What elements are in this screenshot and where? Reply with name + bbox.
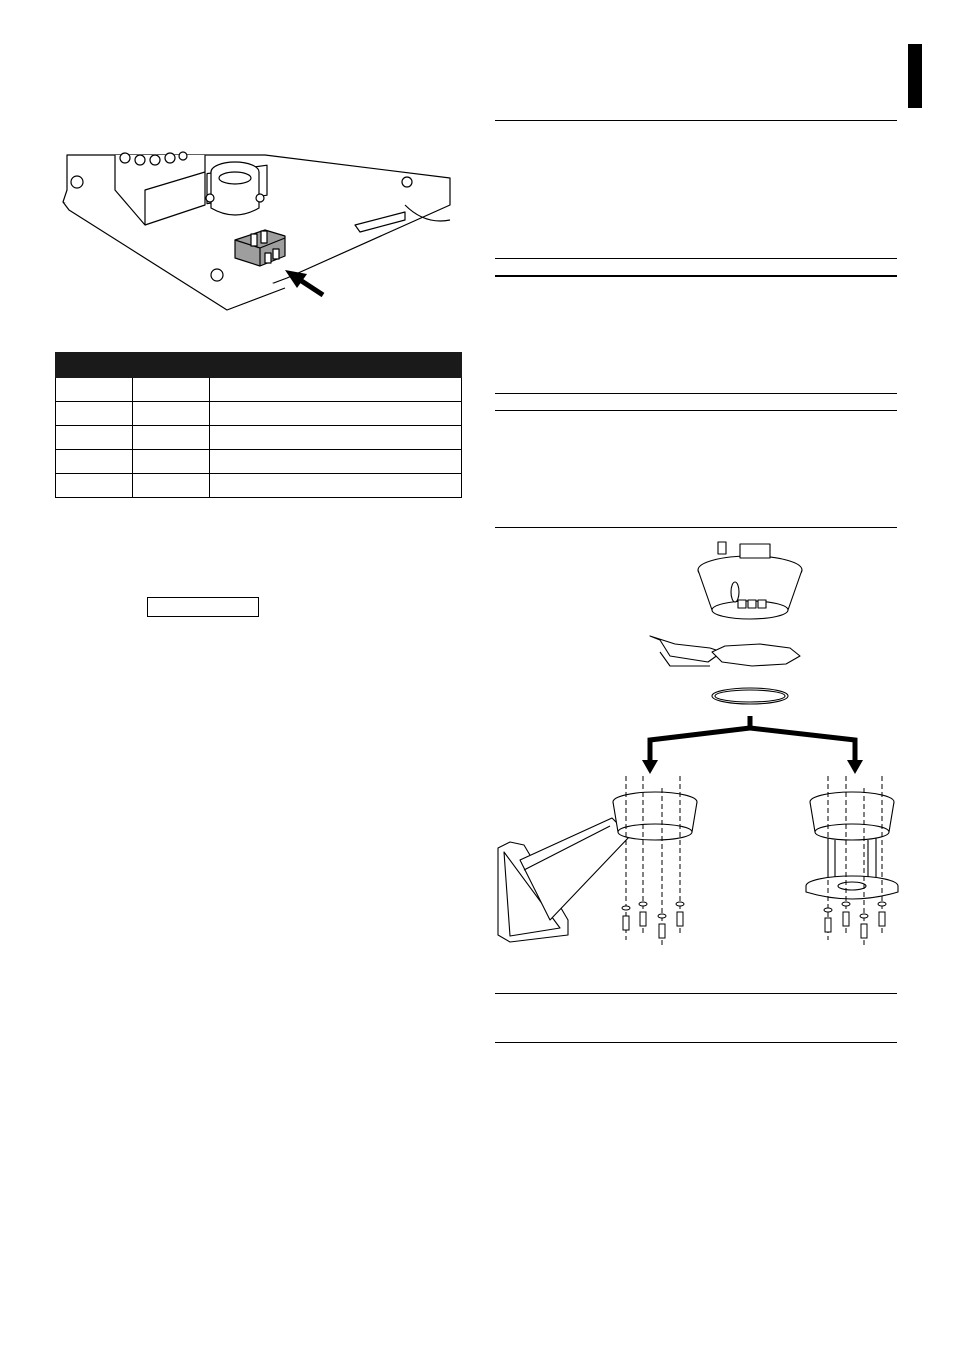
table-cell <box>210 450 462 474</box>
table-cell <box>133 450 210 474</box>
table-cell <box>56 450 133 474</box>
table-cell <box>133 474 210 498</box>
table-cell <box>210 402 462 426</box>
table-row <box>56 378 462 402</box>
section-tab-marker <box>908 44 922 108</box>
table-cell <box>56 378 133 402</box>
table-cell <box>210 378 462 402</box>
table-header-cell <box>56 353 133 378</box>
section-divider <box>495 258 897 259</box>
table-cell <box>210 474 462 498</box>
dip-switch-table <box>55 352 462 498</box>
section-divider <box>495 393 897 394</box>
table-cell <box>133 378 210 402</box>
table-cell <box>56 402 133 426</box>
table-cell <box>210 426 462 450</box>
outlined-label-box <box>147 597 259 617</box>
section-divider <box>495 993 897 994</box>
table-header-cell <box>133 353 210 378</box>
circuit-board-illustration <box>55 150 455 310</box>
pointer-arrow-icon <box>285 270 323 295</box>
section-divider <box>495 275 897 277</box>
section-divider <box>495 527 897 528</box>
table-cell <box>56 426 133 450</box>
section-divider <box>495 1042 897 1043</box>
section-divider <box>495 120 897 121</box>
table-row <box>56 450 462 474</box>
table-row <box>56 426 462 450</box>
table-header-cell <box>210 353 462 378</box>
table-cell <box>56 474 133 498</box>
table-cell <box>133 426 210 450</box>
table-cell <box>133 402 210 426</box>
camera-mount-illustration <box>490 540 910 950</box>
table-row <box>56 402 462 426</box>
split-arrow-icon <box>650 716 855 762</box>
section-divider <box>495 410 897 411</box>
table-row <box>56 474 462 498</box>
table-header-row <box>56 353 462 378</box>
